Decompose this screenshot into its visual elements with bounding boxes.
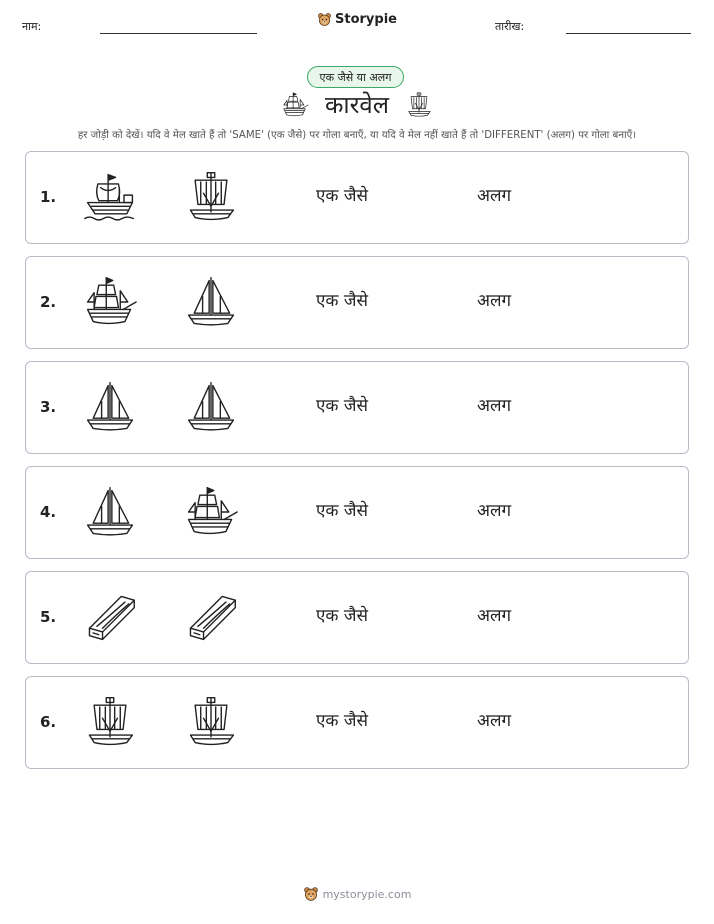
date-field-line[interactable] xyxy=(566,33,691,34)
pair-row-1 xyxy=(25,151,689,244)
wooden-plank-icon xyxy=(183,588,239,646)
page-title: कारवेल xyxy=(324,91,390,119)
bear-icon xyxy=(303,886,319,902)
row-number: 1. xyxy=(40,188,57,206)
instructions: हर जोड़ी को देखें। यदि वे मेल खाते हैं तो 'SAME' (एक जैसे) पर गोला बनाएँ, या यदि वे मेल नहीं खाते हैं तो 'DIFFERENT' (अलग) पर गोला बनाएँ। xyxy=(77,130,637,141)
galleon-ship-icon xyxy=(183,483,239,541)
different-option[interactable]: अलग xyxy=(477,291,512,311)
pair-row-6 xyxy=(25,676,689,769)
different-option[interactable]: अलग xyxy=(477,606,512,626)
row-number: 4. xyxy=(40,503,57,521)
row-number: 5. xyxy=(40,608,57,626)
pair-row-5 xyxy=(25,571,689,664)
bear-icon xyxy=(317,12,332,27)
sailboat-icon xyxy=(183,378,239,436)
different-option[interactable]: अलग xyxy=(477,711,512,731)
square-sail-boat-icon xyxy=(183,168,239,226)
square-sail-boat-icon xyxy=(82,693,138,751)
row-number: 3. xyxy=(40,398,57,416)
sailboat-icon xyxy=(82,483,138,541)
footer-url[interactable]: mystorypie.com xyxy=(322,887,412,901)
pair-row-3 xyxy=(25,361,689,454)
brand-name: Storypie xyxy=(335,12,397,27)
square-sail-boat-icon xyxy=(405,90,433,120)
name-field-line[interactable] xyxy=(100,33,257,34)
title-row xyxy=(0,88,714,121)
pair-row-2 xyxy=(25,256,689,349)
brand-logo xyxy=(0,12,714,27)
activity-badge: एक जैसे या अलग xyxy=(307,66,404,88)
row-number: 6. xyxy=(40,713,57,731)
sailboat-icon xyxy=(82,378,138,436)
sailboat-icon xyxy=(183,273,239,331)
same-option[interactable]: एक जैसे xyxy=(316,711,368,731)
different-option[interactable]: अलग xyxy=(477,501,512,521)
different-option[interactable]: अलग xyxy=(477,186,512,206)
name-label: नाम: xyxy=(22,20,42,33)
same-option[interactable]: एक जैसे xyxy=(316,186,368,206)
galleon-ship-icon xyxy=(82,273,138,331)
same-option[interactable]: एक जैसे xyxy=(316,396,368,416)
different-option[interactable]: अलग xyxy=(477,396,512,416)
pair-row-4 xyxy=(25,466,689,559)
caravel-ship-icon xyxy=(281,90,309,120)
footer xyxy=(0,886,714,902)
caravel-ship-icon xyxy=(82,168,138,226)
square-sail-boat-icon xyxy=(183,693,239,751)
same-option[interactable]: एक जैसे xyxy=(316,501,368,521)
same-option[interactable]: एक जैसे xyxy=(316,291,368,311)
same-option[interactable]: एक जैसे xyxy=(316,606,368,626)
wooden-plank-icon xyxy=(82,588,138,646)
date-label: तारीख: xyxy=(495,20,525,33)
row-number: 2. xyxy=(40,293,57,311)
